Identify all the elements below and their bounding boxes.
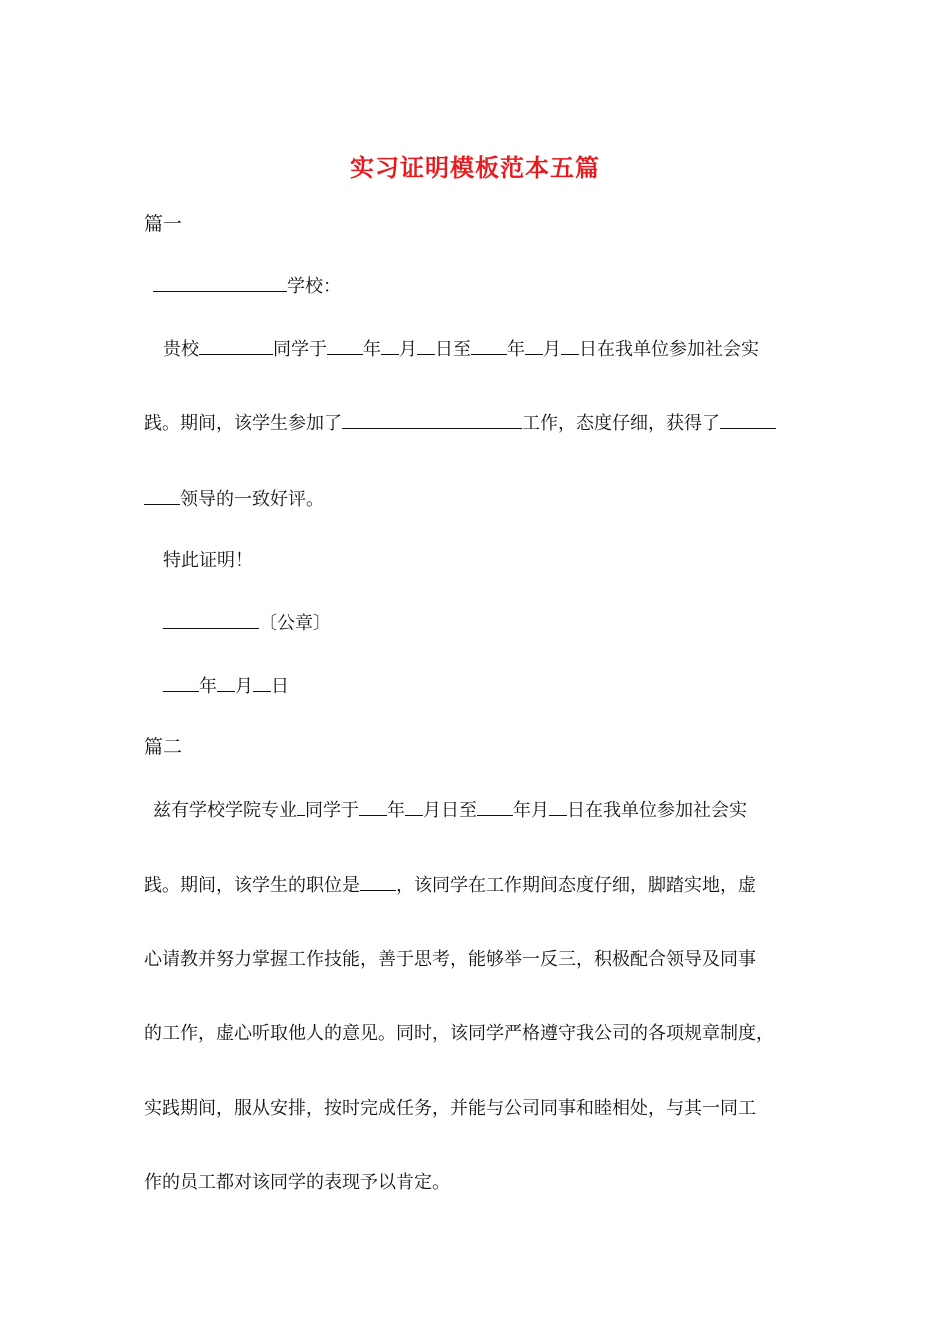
blank-school: [153, 271, 287, 292]
blank-leaders: [720, 408, 776, 429]
seal-line: [163, 608, 331, 639]
blank-day: [253, 671, 271, 692]
s1-text: 年: [507, 339, 525, 360]
blank-year: [327, 334, 363, 355]
s2-paragraph-line-4: 的工作，虚心听取他人的意见。同时，该同学严格遵守我公司的各项规章制度，: [144, 1023, 774, 1044]
s2-paragraph-line-5: 实践期间，服从安排，按时完成任务，并能与公司同事和睦相处，与其一同工: [144, 1098, 756, 1119]
s1-text: 月: [399, 339, 417, 360]
blank-work: [342, 408, 522, 429]
blank-leaders-cont: [144, 484, 180, 505]
blank-year: [471, 334, 507, 355]
s1-text: 月: [543, 339, 561, 360]
blank-day: [417, 334, 435, 355]
blank-seal: [163, 608, 259, 629]
s1-text: 日在我单位参加社会实: [579, 339, 759, 360]
s2-text: 日在我单位参加社会实: [567, 800, 747, 821]
s1-text: 日: [271, 676, 289, 697]
s2-paragraph-line-6: 作的员工都对该同学的表现予以肯定。: [144, 1172, 450, 1193]
s1-text: 践。期间，该学生参加了: [144, 413, 342, 434]
s1-text: 年: [199, 676, 217, 697]
section-heading-1: 篇一: [144, 213, 183, 235]
s1-text: 领导的一致好评。: [180, 489, 324, 510]
s2-text: 年: [387, 800, 405, 821]
s2-paragraph-line-3: 心请教并努力掌握工作技能，善于思考，能够举一反三，积极配合领导及同事: [144, 949, 756, 970]
s2-text: 月日至: [423, 800, 477, 821]
blank-position: [360, 870, 396, 891]
blank-day: [561, 334, 579, 355]
blank-year: [359, 795, 387, 816]
s2-text: 月: [531, 800, 549, 821]
school-line: [153, 271, 341, 302]
section-heading-2: 篇二: [144, 736, 183, 758]
blank-student: [297, 795, 305, 816]
s2-paragraph-line-2: [144, 870, 756, 901]
s1-paragraph-line-3: [144, 484, 324, 515]
s2-text: 践。期间，该学生的职位是: [144, 875, 360, 896]
s2-text: 年: [513, 800, 531, 821]
s1-text: 年: [363, 339, 381, 360]
s1-paragraph-line-2: [144, 408, 776, 439]
blank-student: [199, 334, 273, 355]
blank-month: [405, 795, 423, 816]
s1-text: 工作，态度仔细，获得了: [522, 413, 720, 434]
s2-text: ，该同学在工作期间态度仔细，脚踏实地，虚: [396, 875, 756, 896]
s1-text: 贵校: [163, 339, 199, 360]
special-certify: 特此证明！: [163, 550, 253, 571]
seal-label: 〔公章〕: [259, 613, 331, 634]
blank-year: [477, 795, 513, 816]
blank-month: [381, 334, 399, 355]
s2-text: 同学于: [305, 800, 359, 821]
blank-month: [525, 334, 543, 355]
blank-day: [549, 795, 567, 816]
s1-text: 月: [235, 676, 253, 697]
s2-text: 兹有学校学院专业: [153, 800, 297, 821]
school-suffix: 学校：: [287, 276, 341, 297]
blank-month: [217, 671, 235, 692]
s1-paragraph-line-1: [163, 334, 759, 365]
date-line: [163, 671, 289, 702]
s1-text: 日至: [435, 339, 471, 360]
s2-paragraph-line-1: [153, 795, 747, 826]
s1-text: 同学于: [273, 339, 327, 360]
blank-year: [163, 671, 199, 692]
document-title: 实习证明模板范本五篇: [350, 153, 600, 182]
